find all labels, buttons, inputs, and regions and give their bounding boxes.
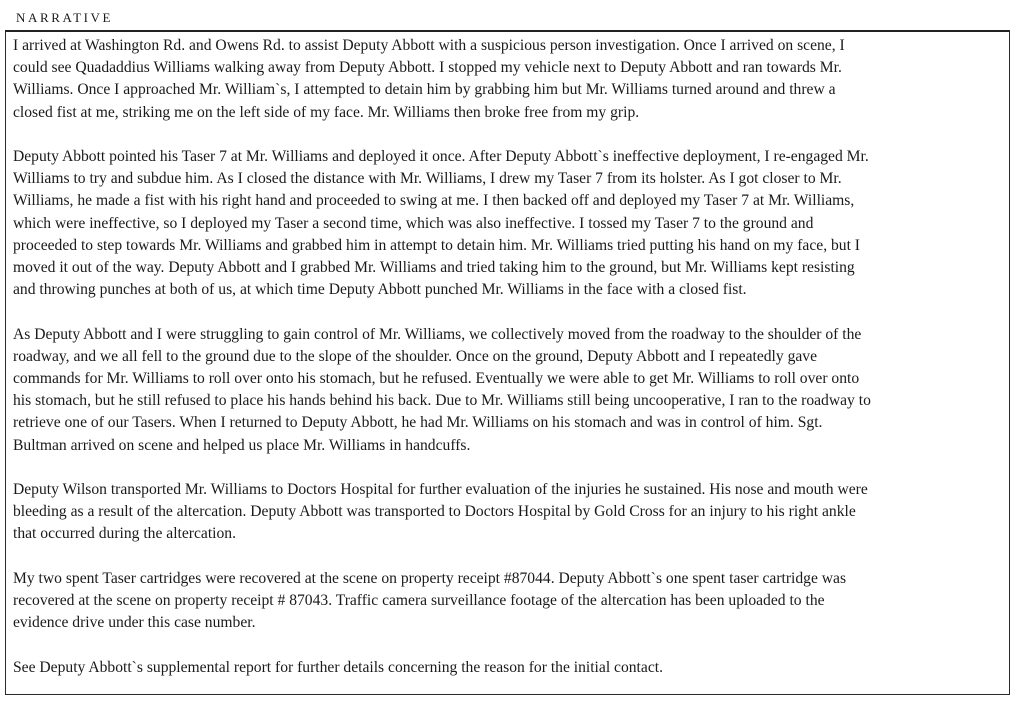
narrative-paragraph: Deputy Abbott pointed his Taser 7 at Mr. Williams and deployed it once. After Deputy Abbott`s ineffective deployment, I re-engaged Mr. Williams to try and subdue him. As I closed the distance with Mr. Williams, I drew my Taser 7 from its holster. As I got closer to Mr. Williams, he made a fist with his right hand and proceeded to swing at me. I then backed off and deployed my Taser 7 at Mr. Williams, which were ineffective, so I deployed my Taser a second time, which was also ineffective. I tossed my Taser 7 to the ground and proceeded to step towards Mr. Williams and grabbed him in attempt to detain him. Mr. Williams tried putting his hand on my face, but I moved it out of the way. Deputy Abbott and I grabbed Mr. Williams and tried taking him to the ground, but Mr. Williams kept resisting and throwing punches at both of us, at which time Deputy Abbott punched Mr. Williams in the face with a closed fist. xyxy=(13,148,869,299)
narrative-paragraph: See Deputy Abbott`s supplemental report for further details concerning the reason for the initial contact. xyxy=(13,658,663,676)
narrative-paragraph: As Deputy Abbott and I were struggling to gain control of Mr. Williams, we collectively moved from the roadway to the shoulder of the roadway, and we all fell to the ground due to the slope of the shoulder. Once on the ground, Deputy Abbott and I repeatedly gave commands for Mr. Williams to roll over onto his stomach, but he refused. Eventually we were able to get Mr. Williams to roll over onto his stomach, but he still refused to place his hands behind his back. Due to Mr. Williams still being uncooperative, I ran to the roadway to retrieve one of our Tasers. When I returned to Deputy Abbott, he had Mr. Williams on his stomach and was in control of him. Sgt. Bultman arrived on scene and helped us place Mr. Williams in handcuffs. xyxy=(13,325,871,454)
narrative-paragraph: I arrived at Washington Rd. and Owens Rd. to assist Deputy Abbott with a suspicious person investigation. Once I arrived on scene, I could see Quadaddius Williams walking away from Deputy Abbott. I stopped my vehicle next to Deputy Abbott and ran towards Mr. Williams. Once I approached Mr. William`s, I attempted to detain him by grabbing him but Mr. Williams turned around and threw a closed fist at me, striking me on the left side of my face. Mr. Williams then broke free from my grip. xyxy=(13,37,845,121)
narrative-paragraph: Deputy Wilson transported Mr. Williams to Doctors Hospital for further evaluation of the injuries he sustained. His nose and mouth were bleeding as a result of the altercation. Deputy Abbott was transported to Doctors Hospital by Gold Cross for an injury to his right ankle that occurred during the altercation. xyxy=(13,481,868,543)
narrative-body xyxy=(13,35,1003,679)
narrative-paragraph: My two spent Taser cartridges were recovered at the scene on property receipt #87044. Deputy Abbott`s one spent taser cartridge was recovered at the scene on property receipt # 87043. Traffic camera surveillance footage of the altercation has been uploaded to the evidence drive under this case number. xyxy=(13,569,847,632)
section-label: NARRATIVE xyxy=(16,10,114,25)
